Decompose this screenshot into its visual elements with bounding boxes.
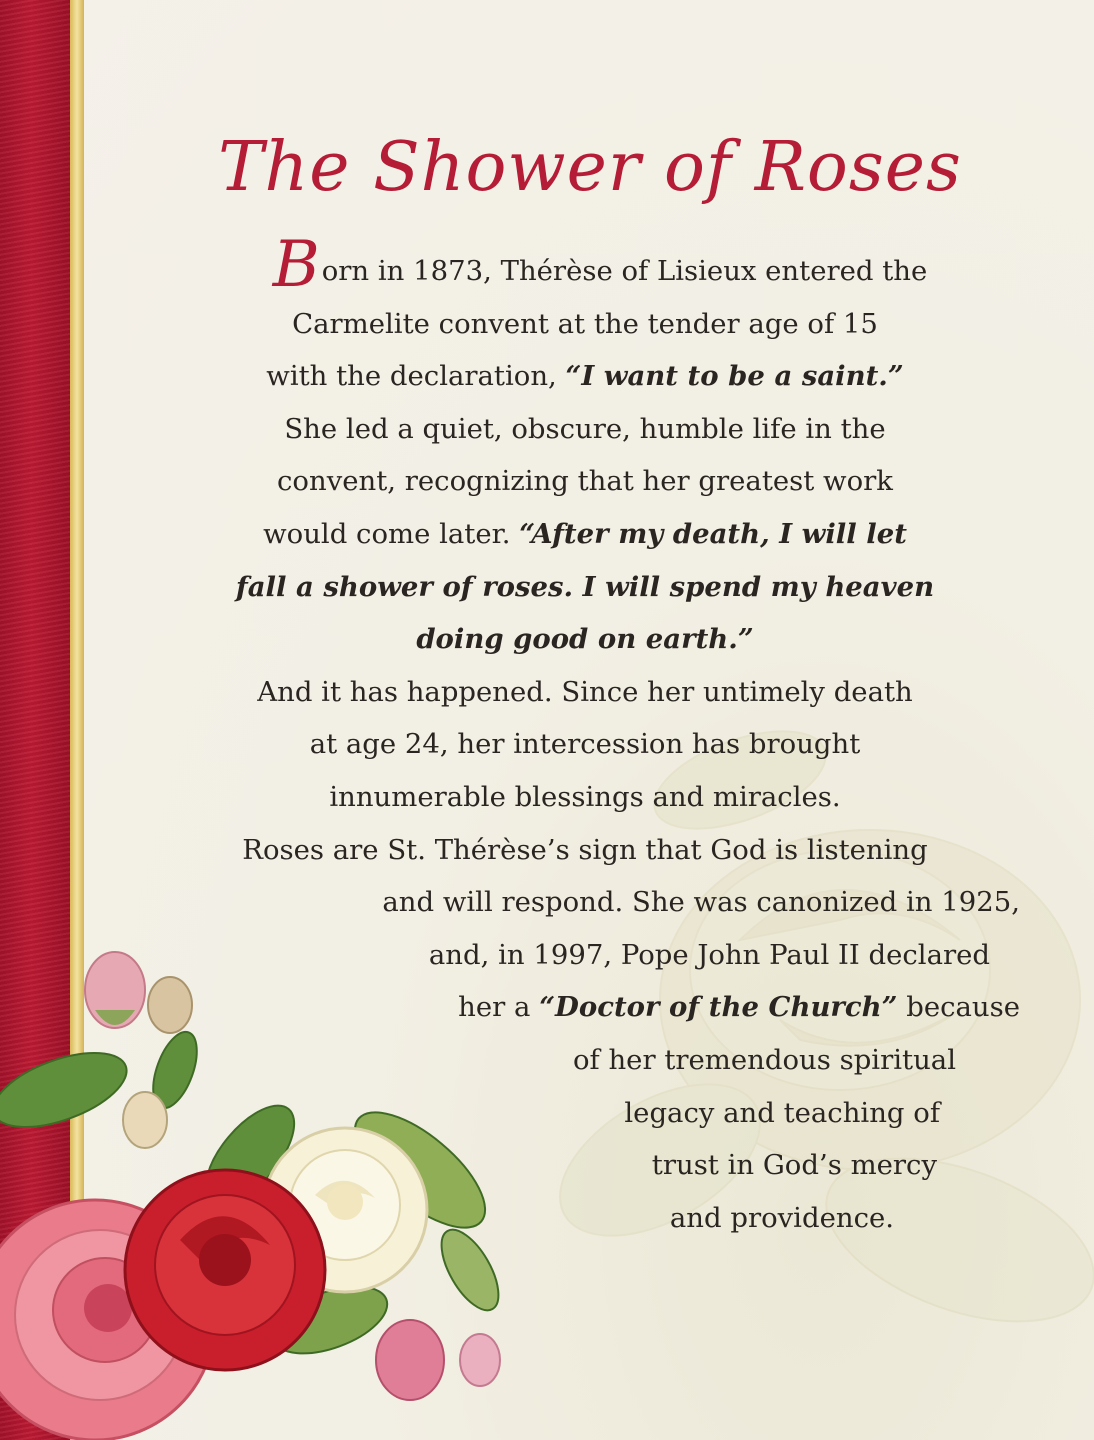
- body-line-text: innumerable blessings and miracles.: [329, 780, 841, 813]
- body-line: [150, 666, 1020, 719]
- body-line-text: She led a quiet, obscure, humble life in the: [284, 412, 886, 445]
- body-line-text: legacy and teaching of: [624, 1096, 940, 1129]
- body-line: [150, 228, 1020, 302]
- roses-quote-text: fall a shower of roses. I will spend my heaven: [235, 570, 935, 603]
- roses-quote-text: doing good on earth.”: [416, 623, 754, 656]
- roses-quote: “After my death, I will let: [519, 517, 907, 550]
- body-line: [150, 350, 1020, 403]
- saint-quote: “I want to be a saint.”: [565, 360, 904, 393]
- doctor-quote: “Doctor of the Church”: [539, 991, 898, 1024]
- body-line-text: at age 24, her intercession has brought: [309, 728, 861, 761]
- body-line-text: of her tremendous spiritual: [572, 1043, 956, 1076]
- body-line-text: Roses are St. Thérèse’s sign that God is listening: [242, 833, 928, 866]
- body-line-text: And it has happened. Since her untimely death: [257, 675, 913, 708]
- body-line: [150, 876, 1020, 929]
- body-line: [150, 298, 1020, 351]
- body-line-text: and providence.: [669, 1201, 894, 1234]
- page-title: The Shower of Roses: [218, 128, 962, 207]
- body-line: [150, 455, 1020, 508]
- body-line-text: convent, recognizing that her greatest work: [277, 465, 893, 498]
- rose-bouquet-image: [0, 940, 520, 1440]
- body-line-text: because: [897, 991, 1020, 1024]
- roses-quote: [150, 561, 1020, 614]
- body-line: [150, 403, 1020, 456]
- body-line-text: her a: [458, 991, 540, 1024]
- red-rose-icon: [125, 1170, 325, 1370]
- body-line: [150, 508, 1020, 561]
- roses-quote: [150, 613, 1020, 666]
- body-line-text: orn in 1873, Thérèse of Lisieux entered the: [321, 255, 928, 287]
- drop-cap: B: [272, 228, 320, 302]
- body-line-text: and will respond. She was canonized in 1925,: [382, 886, 1020, 919]
- body-line-text: Carmelite convent at the tender age of 15: [292, 307, 878, 340]
- body-line-text: would come later.: [263, 517, 520, 550]
- body-line-text: with the declaration,: [266, 360, 566, 393]
- body-line: [150, 718, 1020, 771]
- body-line: [150, 771, 1020, 824]
- body-line-text: and, in 1997, Pope John Paul II declared: [428, 938, 990, 971]
- body-line-text: trust in God’s mercy: [651, 1149, 937, 1182]
- body-line: [150, 824, 1020, 877]
